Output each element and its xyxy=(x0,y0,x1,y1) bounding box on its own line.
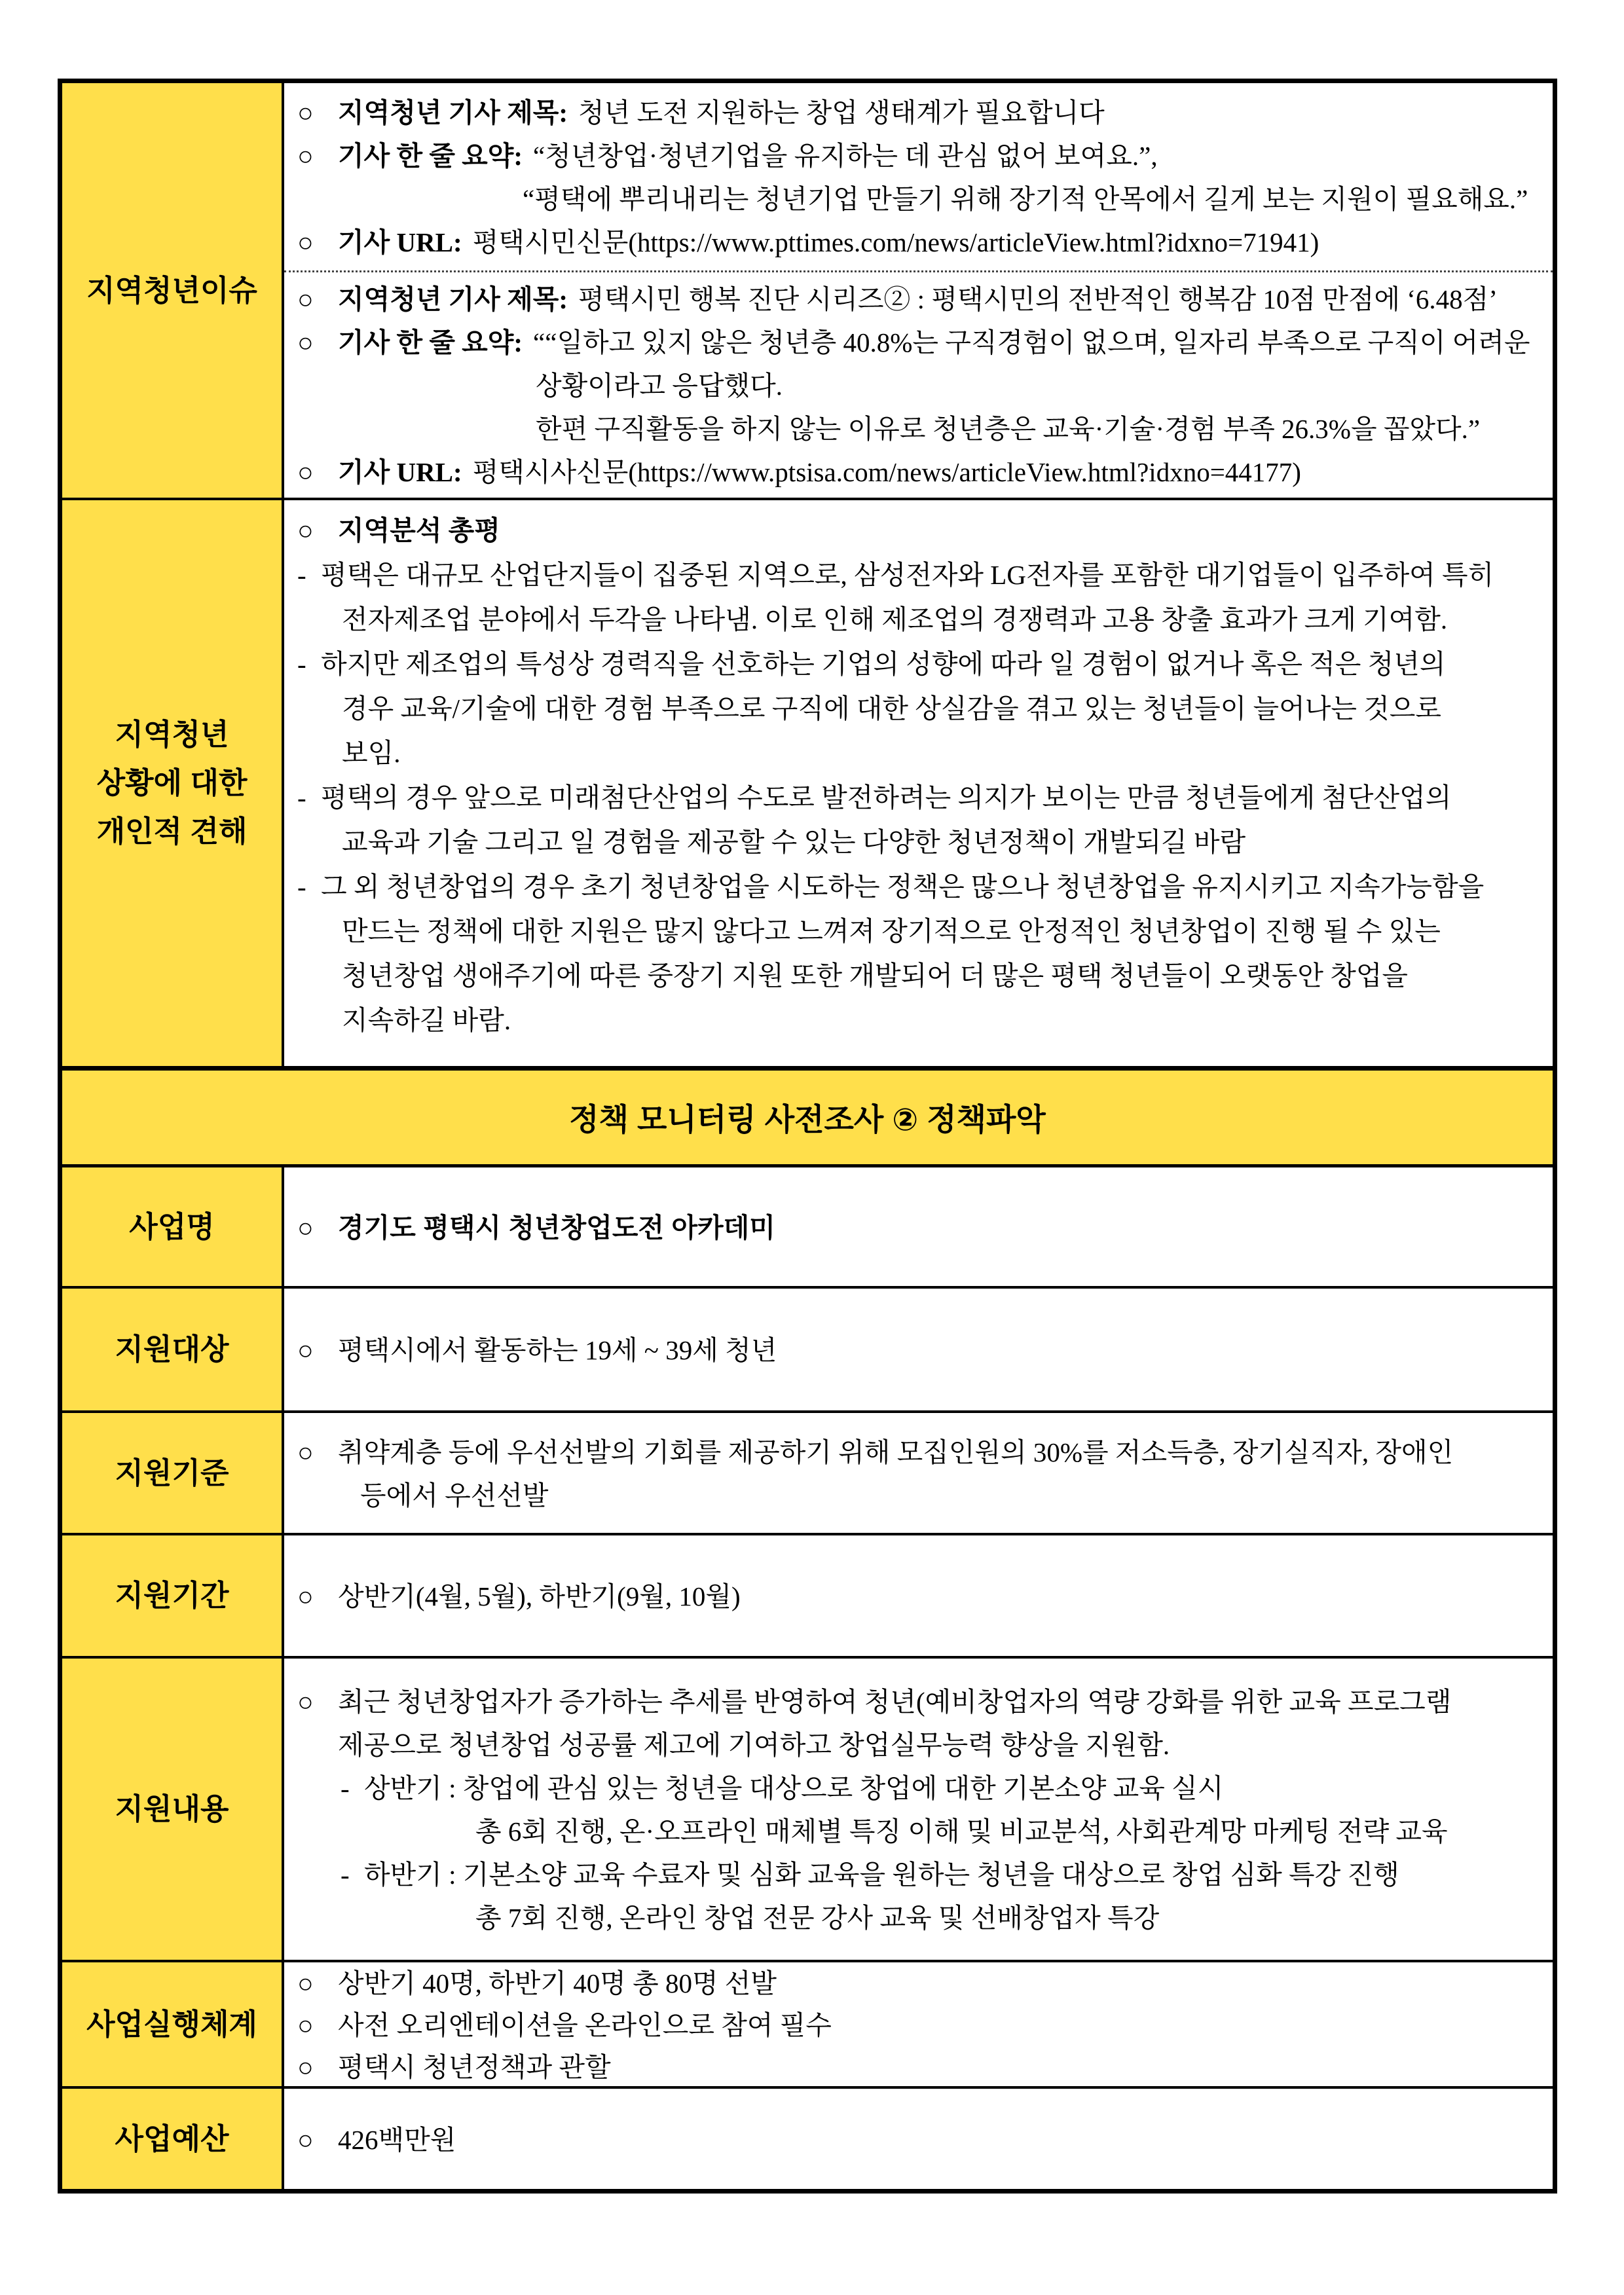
support-details-intro-1: 최근 청년창업자가 증가하는 추세를 반영하여 청년(예비창업자의 역량 강화를 위한 교육 프로그램 xyxy=(338,1687,1452,1717)
article-2-summary xyxy=(338,321,1533,364)
section-banner-title: 정책 모니터링 사전조사 ② 정책파악 xyxy=(569,1102,1046,1137)
opinion-point-text: 그 외 청년창업의 경우 초기 청년창업을 시도하는 정책은 많으나 청년창업을 유지시키고 지속가능함을 xyxy=(321,872,1485,902)
article-2 xyxy=(297,278,1533,494)
table-row-section-banner xyxy=(62,1071,1553,1167)
opinion-point-continuation: 청년창업 생애주기에 따른 중장기 지원 또한 개발되어 더 많은 평택 청년들이 오랫동안 창업을 xyxy=(342,961,1409,991)
row-label-text: 지원내용 xyxy=(115,1792,229,1826)
support-target-content xyxy=(284,1289,1553,1410)
support-period-text: 상반기(4월, 5월), 하반기(9월, 10월) xyxy=(338,1581,741,1611)
execution-system-item xyxy=(297,2004,1533,2046)
execution-system-item-text: 사전 오리엔테이션을 온라인으로 참여 필수 xyxy=(338,2010,832,2040)
article-1-title-line xyxy=(297,91,1533,134)
article-2-url-line xyxy=(297,450,1533,494)
article-url-prefix: 기사 URL: xyxy=(338,227,462,257)
local-youth-issues-content xyxy=(284,83,1553,498)
row-label-project-name xyxy=(62,1167,284,1286)
bullet-icon: ○ xyxy=(297,2124,314,2155)
article-url-text: 평택시민신문(https://www.pttimes.com/news/articleView.html?idxno=71941) xyxy=(472,227,1320,257)
table-row-local-youth-issues xyxy=(62,83,1553,500)
article-2-summary-continuation: 상황이라고 응답했다. xyxy=(536,371,783,401)
table-row-execution-system xyxy=(62,1962,1553,2089)
table-row-project-budget xyxy=(62,2089,1553,2189)
table-row-personal-opinion xyxy=(62,500,1553,1071)
execution-system-item-text: 상반기 40명, 하반기 40명 총 80명 선발 xyxy=(338,1968,777,1998)
article-url-text: 평택시사신문(https://www.ptsisa.com/news/articleView.html?idxno=44177) xyxy=(472,457,1301,487)
opinion-point-continuation: 경우 교육/기술에 대한 경험 부족으로 구직에 대한 상실감을 겪고 있는 청년들이 늘어나는 것으로 xyxy=(342,693,1442,724)
project-name-text: 경기도 평택시 청년창업도전 아카데미 xyxy=(338,1212,775,1243)
row-label-text: 지원기준 xyxy=(115,1456,229,1490)
article-1-summary-line xyxy=(297,134,1533,177)
bullet-icon: ○ xyxy=(297,457,314,487)
row-label-support-criteria xyxy=(62,1413,284,1533)
execution-system-content xyxy=(284,1962,1553,2086)
opinion-point-text: 평택의 경우 앞으로 미래첨단산업의 수도로 발전하려는 의지가 보이는 만큼 청년들에게 첨단산업의 xyxy=(321,782,1452,813)
row-label-line: 개인적 견해 xyxy=(96,815,248,848)
row-label-execution-system xyxy=(62,1962,284,2086)
opinion-point-continuation: 교육과 기술 그리고 일 경험을 제공할 수 있는 다양한 청년정책이 개발되길 바람 xyxy=(342,827,1246,857)
row-label-line: 지역청년 xyxy=(115,718,229,751)
dotted-divider xyxy=(284,270,1553,272)
bullet-icon: ○ xyxy=(297,98,314,128)
row-label-project-budget xyxy=(62,2089,284,2189)
support-details-intro-2: 제공으로 청년창업 성공률 제고에 기여하고 창업실무능력 향상을 지원함. xyxy=(338,1730,1170,1760)
section-banner xyxy=(62,1071,1553,1164)
bullet-icon: ○ xyxy=(297,1968,314,1998)
support-details-first-half xyxy=(297,1767,1533,1810)
row-label-text: 지원기간 xyxy=(115,1579,229,1612)
support-details-intro-line xyxy=(297,1680,1533,1723)
bullet-icon: ○ xyxy=(297,1335,314,1365)
table-row-project-name xyxy=(62,1167,1553,1289)
article-1-title xyxy=(338,91,1533,134)
article-2-title xyxy=(338,278,1533,321)
table-row-support-period xyxy=(62,1535,1553,1659)
bullet-icon: ○ xyxy=(297,227,314,257)
article-1 xyxy=(297,91,1533,264)
article-title-prefix: 지역청년 기사 제목: xyxy=(338,98,568,128)
bullet-icon: ○ xyxy=(297,141,314,171)
support-criteria-text xyxy=(338,1431,1533,1517)
dash-marker: - xyxy=(297,649,306,679)
support-target-text: 평택시에서 활동하는 19세 ~ 39세 청년 xyxy=(338,1335,777,1365)
row-label-support-details xyxy=(62,1659,284,1960)
opinion-point-text: 평택은 대규모 산업단지들이 집중된 지역으로, 삼성전자와 LG전자를 포함한 대기업들이 입주하여 특히 xyxy=(321,560,1494,590)
article-2-url xyxy=(338,450,1533,494)
project-name-line xyxy=(297,1206,1533,1249)
row-label-text: 지역청년이슈 xyxy=(86,273,257,307)
article-1-url xyxy=(338,221,1533,264)
dash-marker: - xyxy=(341,1860,350,1890)
dash-marker: - xyxy=(297,872,306,902)
article-summary-text: “청년창업·청년기업을 유지하는 데 관심 없어 보여요.”, xyxy=(533,141,1158,171)
article-summary-text: ““일하고 있지 않은 청년층 40.8%는 구직경험이 없으며, 일자리 부족으로 구직이 어려운 xyxy=(533,327,1530,358)
bullet-icon: ○ xyxy=(297,1581,314,1611)
project-name-content xyxy=(284,1167,1553,1286)
bullet-icon: ○ xyxy=(297,2051,314,2082)
row-label-support-period xyxy=(62,1535,284,1656)
support-criteria-content xyxy=(284,1413,1553,1533)
opinion-point-continuation: 보임. xyxy=(342,738,401,768)
project-budget-content xyxy=(284,2089,1553,2189)
article-2-title-line xyxy=(297,278,1533,321)
article-title-prefix: 지역청년 기사 제목: xyxy=(338,284,568,314)
support-details-second-half-continuation: 총 7회 진행, 온라인 창업 전문 강사 교육 및 선배창업자 특강 xyxy=(475,1903,1160,1933)
opinion-point-continuation: 전자제조업 분야에서 두각을 나타냄. 이로 인해 제조업의 경쟁력과 고용 창출 효과가 크게 기여함. xyxy=(342,604,1448,634)
dash-marker: - xyxy=(297,560,306,590)
policy-monitoring-table xyxy=(58,79,1557,2194)
support-details-first-half-text: 상반기 : 창업에 관심 있는 청년을 대상으로 창업에 대한 기본소양 교육 실시 xyxy=(364,1773,1224,1803)
row-label-text: 사업실행체계 xyxy=(86,2007,257,2041)
support-criteria-line xyxy=(297,1431,1533,1517)
row-label-text: 지원대상 xyxy=(115,1332,229,1366)
row-label-personal-opinion xyxy=(62,500,284,1066)
article-summary-prefix: 기사 한 줄 요약: xyxy=(338,141,523,171)
bullet-icon: ○ xyxy=(297,1437,314,1467)
bullet-icon: ○ xyxy=(297,327,314,358)
row-label-support-target xyxy=(62,1289,284,1410)
table-row-support-criteria xyxy=(62,1413,1553,1535)
article-2-summary-line xyxy=(297,321,1533,364)
row-label-line: 상황에 대한 xyxy=(96,766,248,799)
support-target-line xyxy=(297,1329,1533,1372)
project-budget-line xyxy=(297,2118,1533,2161)
analysis-heading-line xyxy=(297,508,1533,553)
project-budget-text: 426백만원 xyxy=(338,2124,456,2155)
table-row-support-target xyxy=(62,1289,1553,1413)
bullet-icon: ○ xyxy=(297,2010,314,2040)
support-details-second-half-text: 하반기 : 기본소양 교육 수료자 및 심화 교육을 원하는 청년을 대상으로 창업 심화 특강 진행 xyxy=(364,1860,1399,1890)
article-title-text: 평택시민 행복 진단 시리즈② : 평택시민의 전반적인 행복감 10점 만점에 ‘6.48점’ xyxy=(578,284,1498,314)
bullet-icon: ○ xyxy=(297,515,314,545)
opinion-point xyxy=(297,864,1533,909)
article-summary-prefix: 기사 한 줄 요약: xyxy=(338,327,523,358)
article-url-prefix: 기사 URL: xyxy=(338,457,462,487)
row-label-local-youth-issues xyxy=(62,83,284,498)
article-1-summary xyxy=(338,134,1533,177)
dash-marker: - xyxy=(297,782,306,813)
support-details-content xyxy=(284,1659,1553,1960)
support-period-line xyxy=(297,1575,1533,1618)
bullet-icon: ○ xyxy=(297,284,314,314)
opinion-point-continuation: 만드는 정책에 대한 지원은 많지 않다고 느껴져 장기적으로 안정적인 청년창업이 진행 될 수 있는 xyxy=(342,916,1441,946)
execution-system-item-text: 평택시 청년정책과 관할 xyxy=(338,2051,611,2082)
opinion-point xyxy=(297,775,1533,820)
support-criteria-line-2: 등에서 우선선발 xyxy=(360,1480,549,1511)
bullet-icon: ○ xyxy=(297,1687,314,1717)
execution-system-item xyxy=(297,1962,1533,2004)
support-period-content xyxy=(284,1535,1553,1656)
row-label-text: 사업예산 xyxy=(115,2121,229,2156)
execution-system-item xyxy=(297,2046,1533,2087)
bullet-icon: ○ xyxy=(297,1212,314,1243)
support-criteria-line-1: 취약계층 등에 우선선발의 기회를 제공하기 위해 모집인원의 30%를 저소득층, 장기실직자, 장애인 xyxy=(338,1437,1454,1467)
opinion-point xyxy=(297,553,1533,597)
support-details-first-half-continuation: 총 6회 진행, 온·오프라인 매체별 특징 이해 및 비교분석, 사회관계망 마케팅 전략 교육 xyxy=(475,1816,1448,1846)
article-1-summary-continuation: “평택에 뿌리내리는 청년기업 만들기 위해 장기적 안목에서 길게 보는 지원이 필요해요.” xyxy=(523,184,1528,214)
article-1-url-line xyxy=(297,221,1533,264)
opinion-point-text: 하지만 제조업의 특성상 경력직을 선호하는 기업의 성향에 따라 일 경험이 없거나 혹은 적은 청년의 xyxy=(321,649,1446,679)
personal-opinion-content xyxy=(284,500,1553,1066)
dash-marker: - xyxy=(341,1773,350,1803)
opinion-point xyxy=(297,642,1533,686)
article-2-summary-continuation: 한편 구직활동을 하지 않는 이유로 청년층은 교육·기술·경험 부족 26.3%을 꼽았다.” xyxy=(536,414,1481,444)
article-title-text: 청년 도전 지원하는 창업 생태계가 필요합니다 xyxy=(578,98,1105,128)
table-row-support-details xyxy=(62,1659,1553,1962)
analysis-heading: 지역분석 총평 xyxy=(338,515,500,545)
row-label-text: 사업명 xyxy=(129,1209,215,1243)
opinion-point-continuation: 지속하길 바람. xyxy=(342,1005,511,1035)
support-details-second-half xyxy=(297,1853,1533,1896)
